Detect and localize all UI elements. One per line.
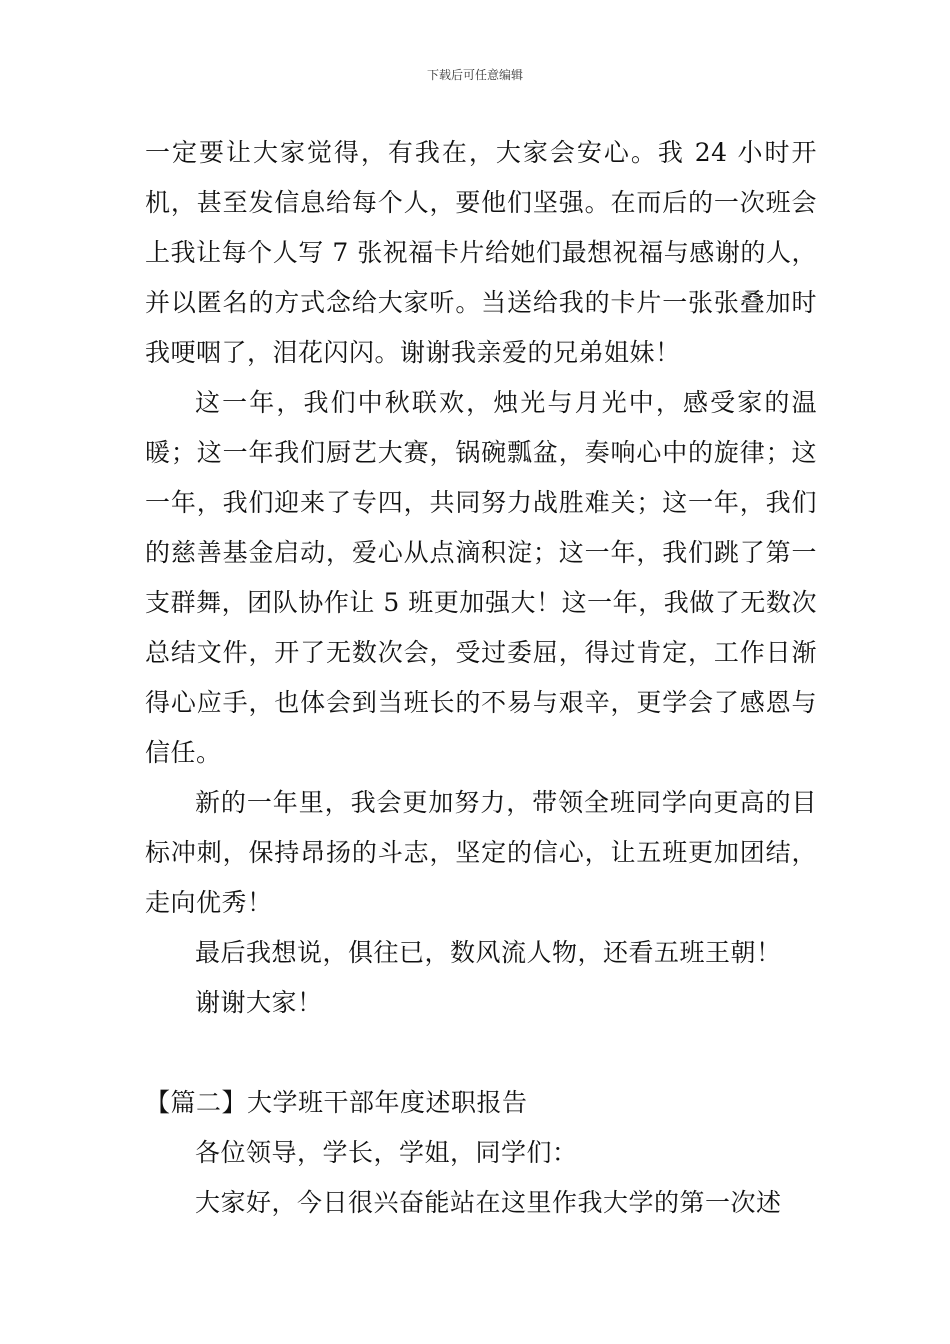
greeting-paragraph: 各位领导，学长，学姐，同学们： xyxy=(195,1138,578,1167)
section-heading: 【篇二】大学班干部年度述职报告 xyxy=(145,1088,528,1117)
paragraph-4: 最后我想说，俱往已，数风流人物，还看五班王朝！ xyxy=(195,938,782,967)
section-spacer xyxy=(145,1028,817,1078)
page-header-note: 下载后可任意编辑 xyxy=(426,68,523,82)
document-body xyxy=(145,128,817,1228)
paragraph-2: 这一年，我们中秋联欢，烛光与月光中，感受家的温暖；这一年我们厨艺大赛，锅碗瓢盆，奏响心中的旋律；这一年，我们迎来了专四，共同努力战胜难关；这一年，我们的慈善基金启动，爱心从点滴积淀；这一年，我们跳了第一支群舞，团队协作让 5 班更加强大！这一年，我做了无数次总结文件，开了无数次会，受过委屈，得过肯定，工作日渐得心应手，也体会到当班长的不易与艰辛，更学会了感恩与信任。 xyxy=(145,388,817,767)
paragraph-3: 新的一年里，我会更加努力，带领全班同学向更高的目标冲刺，保持昂扬的斗志，坚定的信心，让五班更加团结，走向优秀！ xyxy=(145,788,817,917)
paragraph-1: 一定要让大家觉得，有我在，大家会安心。我 24 小时开机，甚至发信息给每个人，要他们坚强。在而后的一次班会上我让每个人写 7 张祝福卡片给她们最想祝福与感谢的人，并以匿名的方式念给大家听。当送给我的卡片一张张叠加时我哽咽了，泪花闪闪。谢谢我亲爱的兄弟姐妹！ xyxy=(145,138,817,367)
opening-paragraph: 大家好，今日很兴奋能站在这里作我大学的第一次述 xyxy=(195,1188,782,1217)
paragraph-5: 谢谢大家！ xyxy=(195,988,323,1017)
